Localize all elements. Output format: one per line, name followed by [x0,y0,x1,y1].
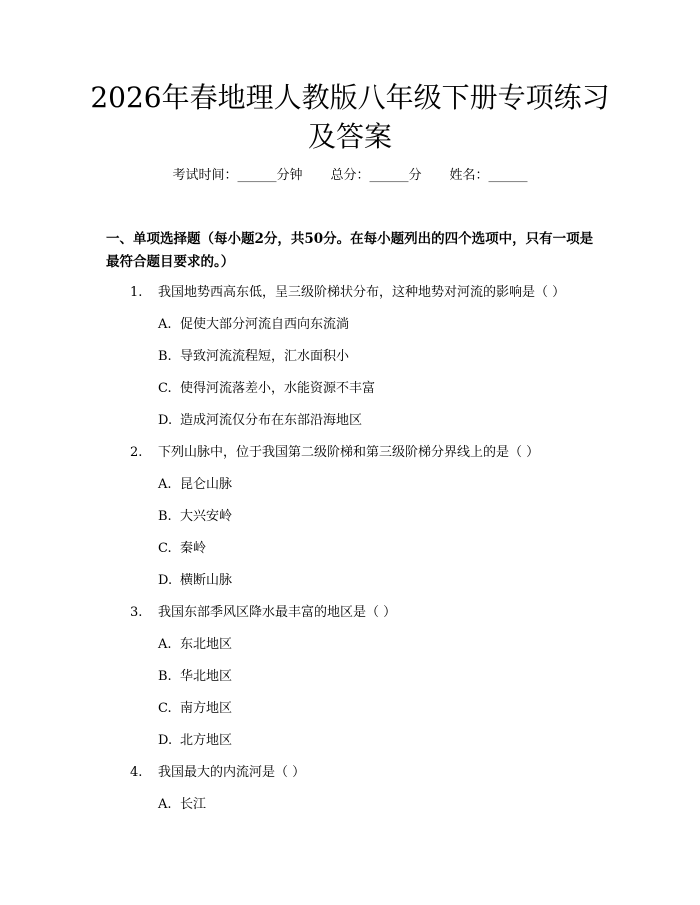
option-text: 促使大部分河流自西向东流淌 [180,317,350,332]
option-label: A. [158,637,172,652]
question-item [0,597,700,629]
option-label: B. [158,669,172,684]
score-blank: ______ [369,168,409,183]
score-unit: 分 [408,168,422,183]
option-label: C. [158,381,172,396]
option-label: A. [158,477,172,492]
option-text: 南方地区 [180,701,233,716]
page-title: 2026年春地理人教版八年级下册专项练习及答案 [90,81,610,153]
option-text: 造成河流仅分布在东部沿海地区 [180,413,363,428]
answer-option [0,629,700,661]
option-text: 秦岭 [180,541,207,556]
option-label: D. [158,573,173,588]
option-text: 北方地区 [180,733,233,748]
option-label: A. [158,797,172,812]
option-label: C. [158,701,172,716]
option-label: A. [158,317,172,332]
option-text: 导致河流流程短，汇水面积小 [180,349,350,364]
question-number: 4. [130,765,143,780]
option-text: 使得河流落差小，水能资源不丰富 [180,381,376,396]
answer-option [0,373,700,405]
option-label: B. [158,509,172,524]
answer-option [0,565,700,597]
answer-option [0,661,700,693]
exam-info-line [0,166,700,186]
time-unit: 分钟 [276,168,303,183]
section-heading: 一、单项选择题（每小题2分，共50分。在每小题列出的四个选项中，只有一项是最符合题目要求的。） [106,231,594,270]
option-text: 横断山脉 [180,573,233,588]
question-number: 2. [130,445,143,460]
time-label: 考试时间： [172,168,238,183]
question-text: 我国最大的内流河是（ ） [158,765,306,780]
answer-option [0,725,700,757]
question-item [0,277,700,309]
answer-option [0,469,700,501]
answer-option [0,501,700,533]
question-number: 1. [130,285,143,300]
question-text: 下列山脉中，位于我国第二级阶梯和第三级阶梯分界线上的是（ ） [158,445,540,460]
name-label: 姓名： [449,168,489,183]
time-blank: ______ [237,168,277,183]
answer-option [0,693,700,725]
question-text: 我国地势西高东低，呈三级阶梯状分布，这种地势对河流的影响是（ ） [158,285,566,300]
answer-option [0,341,700,373]
option-label: D. [158,413,173,428]
question-item [0,437,700,469]
question-item [0,757,700,789]
question-list [0,277,700,821]
question-text: 我国东部季风区降水最丰富的地区是（ ） [158,605,397,620]
option-label: D. [158,733,173,748]
name-blank: ______ [488,168,528,183]
option-text: 昆仑山脉 [180,477,233,492]
option-text: 大兴安岭 [180,509,233,524]
score-label: 总分： [330,168,370,183]
question-number: 3. [130,605,143,620]
option-text: 长江 [180,797,207,812]
option-text: 华北地区 [180,669,233,684]
answer-option [0,405,700,437]
answer-option [0,309,700,341]
option-text: 东北地区 [180,637,233,652]
answer-option [0,533,700,565]
option-label: B. [158,349,172,364]
answer-option [0,789,700,821]
option-label: C. [158,541,172,556]
